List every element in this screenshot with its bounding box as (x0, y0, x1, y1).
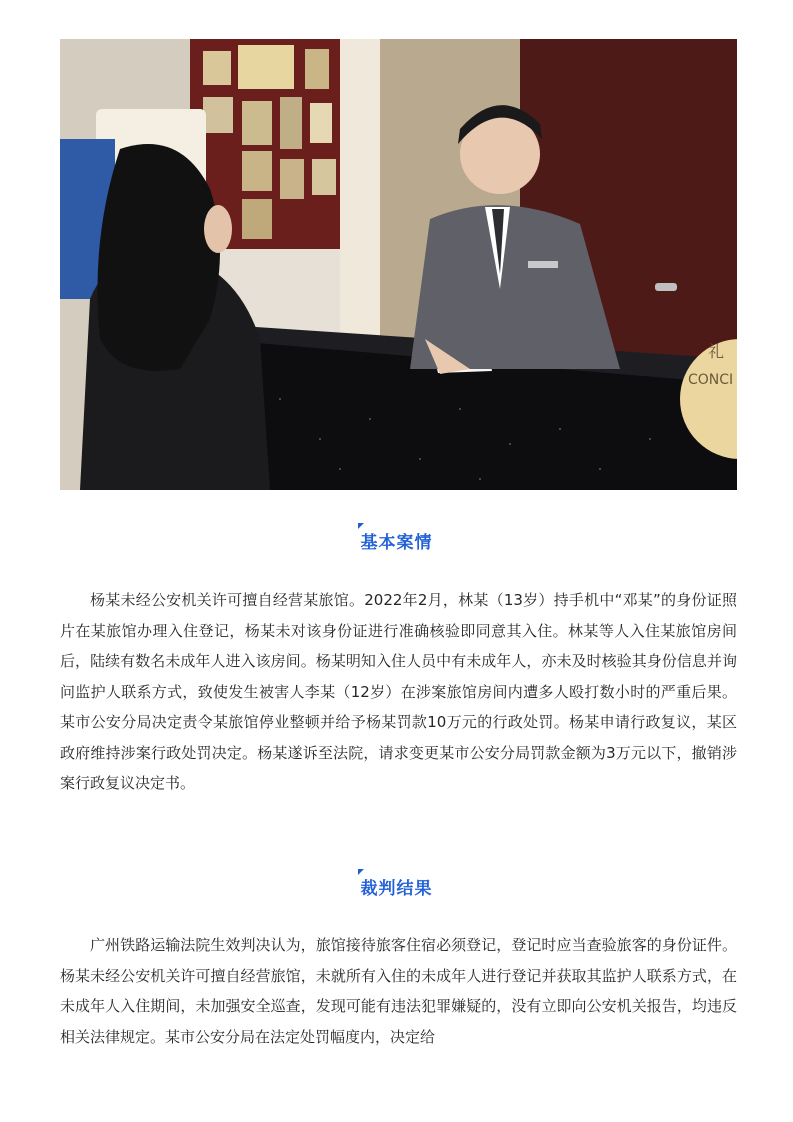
certificate (280, 97, 302, 149)
heading-text: 基本案情 (361, 528, 433, 553)
section-heading-case-facts (0, 528, 793, 553)
paragraph-judgment: 广州铁路运输法院生效判决认为，旅馆接待旅客住宿必须登记，登记时应当查验旅客的身份证件。杨某未经公安机关许可擅自经营旅馆，未就所有入住的未成年人进行登记并获取其监护人联系方式，在未成年人入住期间，未加强安全巡查，发现可能有违法犯罪嫌疑的，没有立即向公安机关报告，均违反相关法律规定。某市公安分局在法定处罚幅度内，决定给 (60, 936, 737, 1046)
certificate (280, 159, 304, 199)
certificate (310, 103, 332, 143)
certificate (203, 51, 231, 85)
certificate (312, 159, 336, 195)
pillar (340, 39, 380, 339)
certificate (203, 97, 233, 133)
certificate (242, 101, 272, 145)
certificate (242, 199, 272, 239)
concierge-sign-text-en: CONCI (688, 372, 734, 388)
hotel-reception-illustration (60, 39, 737, 490)
section-heading-judgment (0, 874, 793, 899)
certificate (238, 45, 294, 89)
hero-image (60, 39, 737, 490)
certificate (242, 151, 272, 191)
heading-text: 裁判结果 (361, 874, 433, 899)
paragraph-case-facts: 杨某未经公安机关许可擅自经营某旅馆。2022年2月，林某（13岁）持手机中“邓某”的身份证照片在某旅馆办理入住登记，杨某未对该身份证进行准确核验即同意其入住。林某等人入住某旅馆房间后，陆续有数名未成年人进入该房间。杨某明知入住人员中有未成年人，亦未及时核验其身份信息并询问监护人联系方式，致使发生被害人李某（12岁）在涉案旅馆房间内遭多人殴打数小时的严重后果。某市公安分局决定责令某旅馆停业整顿并给予杨某罚款10万元的行政处罚。杨某申请行政复议，某区政府维持涉案行政处罚决定。杨某遂诉至法院，请求变更某市公安分局罚款金额为3万元以下，撤销涉案行政复议决定书。 (60, 591, 737, 792)
concierge-sign-text-cn: 礼 (708, 342, 725, 361)
door-handle (655, 283, 677, 291)
certificate (305, 49, 329, 89)
